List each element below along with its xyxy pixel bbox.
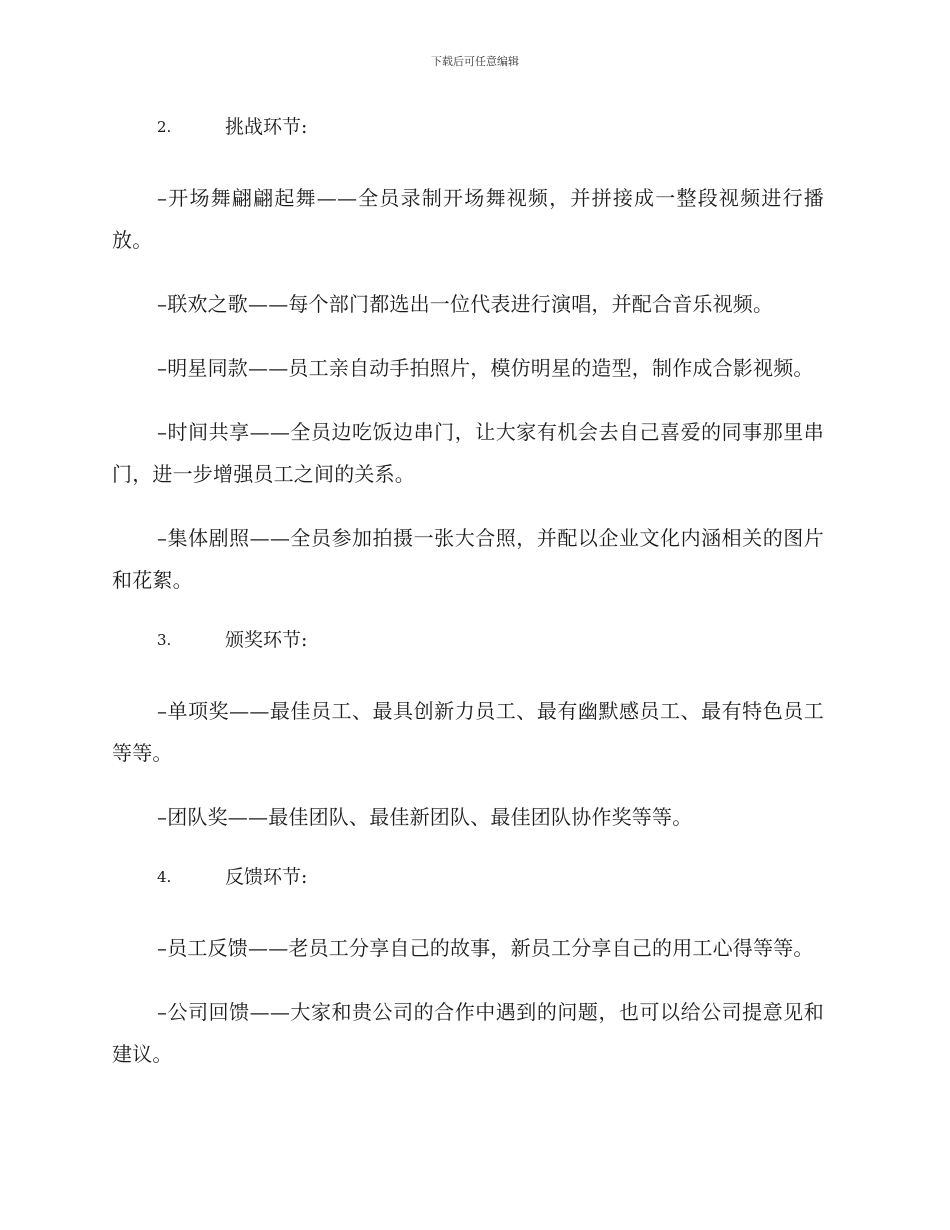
page-header: 下载后可任意编辑 (431, 55, 519, 68)
section-heading-awards (112, 623, 824, 657)
section-heading-challenge (112, 110, 824, 144)
list-item: –联欢之歌——每个部门都选出一位代表进行演唱，并配合音乐视频。 (157, 292, 774, 316)
section-number: 3. (157, 631, 172, 649)
list-item: –开场舞翩翩起舞——全员录制开场舞视频，并拼接成一整段视频进行播放。 (112, 186, 824, 252)
list-item: –时间共享——全员边吃饭边串门，让大家有机会去自己喜爱的同事那里串门，进一步增强员工之间的关系。 (112, 420, 824, 486)
list-item: –团队奖——最佳团队、最佳新团队、最佳团队协作奖等等。 (157, 805, 693, 829)
list-item: –公司回馈——大家和贵公司的合作中遇到的问题，也可以给公司提意见和建议。 (112, 1000, 824, 1066)
document-body (112, 110, 824, 1097)
section-heading-feedback (112, 860, 824, 894)
section-title: 颁奖环节: (225, 629, 308, 651)
section-number: 4. (157, 868, 172, 886)
list-item: –单项奖——最佳员工、最具创新力员工、最有幽默感员工、最有特色员工等等。 (112, 699, 824, 765)
section-title: 反馈环节: (225, 866, 308, 888)
list-item: –明星同款——员工亲自动手拍照片，模仿明星的造型，制作成合影视频。 (157, 356, 814, 380)
list-item: –集体剧照——全员参加拍摄一张大合照，并配以企业文化内涵相关的图片和花絮。 (112, 526, 824, 592)
list-item: –员工反馈——老员工分享自己的故事，新员工分享自己的用工心得等等。 (157, 936, 814, 960)
section-title: 挑战环节: (225, 116, 308, 138)
section-number: 2. (157, 118, 172, 136)
